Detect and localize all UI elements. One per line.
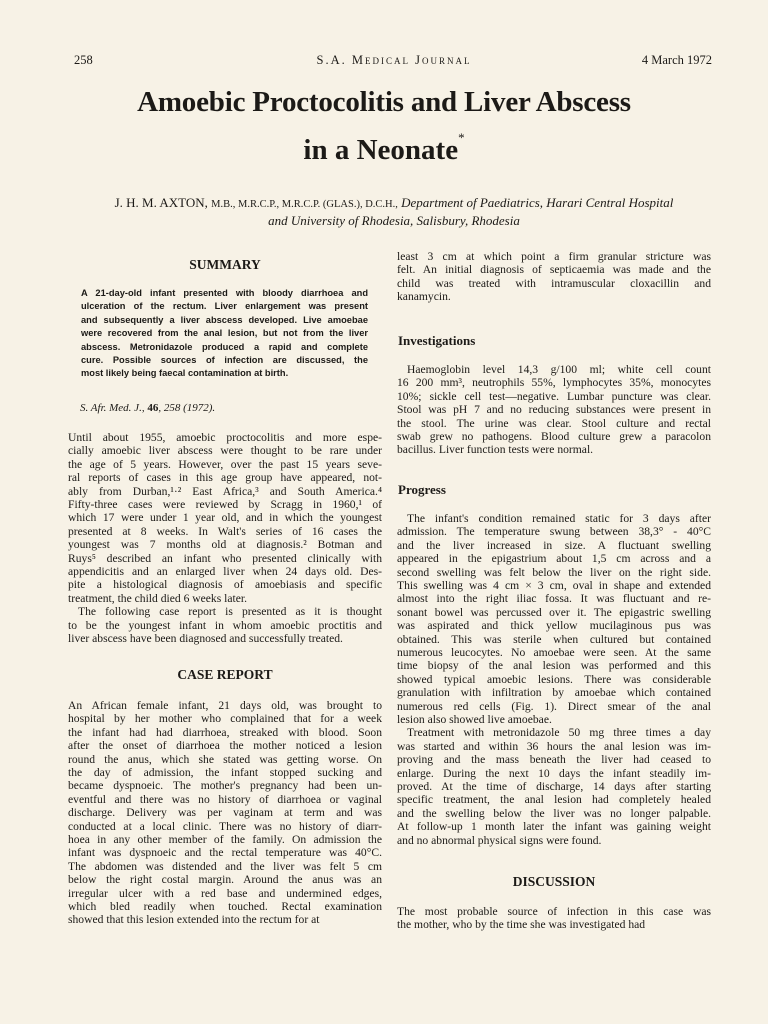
summary-line: ulceration of the rectum. Liver enlargement was present	[81, 301, 368, 312]
summary-heading: SUMMARY	[189, 257, 261, 272]
progress-line: At follow-up 1 month later the infant was gaining weight	[397, 820, 711, 834]
intro-line: to be the youngest infant in whom amoebic proctitis and	[68, 618, 382, 632]
discussion-line: The most probable source of infection in this case was	[397, 905, 711, 918]
case-report-heading: CASE REPORT	[177, 667, 273, 682]
summary-line: and subsequently a liver abscess developed. Live amoebae	[81, 314, 368, 325]
case-report-line: below the right costal margin. Around the anus was an	[68, 873, 382, 887]
citation: S. Afr. Med. J., 46, 258 (1972).	[80, 402, 216, 414]
investigations-line: the stool. The urine was clear. Stool culture and rectal	[397, 416, 711, 430]
case-report-line: eventful and there was no history of diarrhoea or vaginal	[68, 792, 382, 806]
progress-line: and no abnormal physical signs were found.	[397, 833, 602, 847]
summary-line: A 21-day-old infant presented with bloody diarrhoea and	[81, 288, 368, 298]
summary-line: abscess. Metronidazole produced a rapid and complete	[81, 341, 368, 352]
progress-line: granulation with infiltration by amoebae which contained	[397, 686, 711, 700]
author-name: J. H. M. AXTON,	[114, 195, 208, 210]
case-report-line: became dyspnoeic. The mother's pregnancy had been un-	[68, 779, 382, 793]
case-report-line: showed that this lesion extended into the rectum for at	[68, 913, 320, 927]
author-affiliation-1: Department of Paediatrics, Harari Central Hospital	[401, 195, 674, 210]
case-report-line: after the onset of diarrhoea the mother noticed a lesion	[68, 739, 382, 753]
intro-line: Fifty-three cases were reviewed by Scragg in 1960,¹ of	[68, 498, 382, 511]
author-degrees: M.B., M.R.C.P., M.R.C.P. (GLAS.), D.C.H.,	[211, 199, 398, 210]
progress-line: showed typical amoebic lesions. There was considerable	[397, 672, 711, 686]
running-header	[74, 53, 714, 69]
case-report-cont-line: kanamycin.	[397, 290, 451, 304]
issue-date: 4 March 1972	[641, 53, 712, 67]
progress-line: lesion also showed live amoebae.	[397, 713, 552, 726]
case-report-cont-line: child was treated with intramuscular cloxacillin and	[397, 276, 711, 290]
case-report-line: conducted at a local clinic. There was no history of diarr-	[68, 819, 382, 833]
summary-line: most likely being faecal contamination at birth.	[81, 368, 289, 379]
progress-line: second swelling was felt below the liver on the right side.	[397, 565, 711, 579]
progress-line: The infant's condition remained static for 3 days after	[407, 512, 711, 525]
article-title-line-2	[0, 130, 768, 167]
progress-heading: Progress	[398, 482, 446, 497]
intro-line: presented at 8 weeks. In Walt's series of 16 cases the	[68, 524, 382, 538]
progress-line: proving and the mass beneath the liver had ceased to	[397, 753, 711, 767]
journal-name: S.A. Medical Journal	[316, 53, 472, 67]
progress-line: was started and within 36 hours the anal lesion was im-	[397, 739, 711, 753]
case-report-cont-line: felt. An initial diagnosis of septicaemia was made and the	[397, 263, 711, 277]
progress-line: was aspirated and thick yellow mucilaginous pus was	[397, 619, 711, 633]
summary-line: were recovered from the anal lesion, but not from the liver	[81, 328, 368, 339]
intro-line: treatment, the child died 6 weeks later.	[68, 591, 247, 605]
intro-line: Until about 1955, amoebic proctocolitis and more espe-	[68, 431, 382, 444]
investigations-line: swab grew no pathogens. Blood culture grew a paracolon	[397, 430, 711, 443]
progress-line: almost into the right iliac fossa. It was fluctuant and re-	[397, 592, 711, 606]
intro-line: appendicitis and an enlarged liver when 24 days old. Des-	[68, 565, 382, 578]
intro-line: ral reports of cases in this age group have appeared, not-	[68, 471, 382, 485]
case-report-line: irregular ulcer with a red base and undermined edges,	[68, 886, 382, 900]
intro-line: liver abscess have been diagnosed and successfully treated.	[68, 632, 343, 645]
author-affiliation-2: and University of Rhodesia, Salisbury, Rhodesia	[268, 213, 520, 228]
discussion-line: the mother, who by the time she was investigated had	[397, 918, 646, 932]
case-report-line: discharge. Delivery was per vaginam at term and was	[68, 806, 382, 820]
intro-line: youngest was 7 months old at diagnosis.² Botman and	[68, 538, 382, 552]
author-line-1	[74, 195, 714, 213]
title-line-2-text: in a Neonate	[303, 134, 459, 166]
title-footnote-mark: *	[458, 130, 465, 145]
author-block	[74, 195, 714, 229]
intro-line: the age of 5 years. However, over the past 15 years seve-	[68, 457, 382, 471]
intro-line: ably from Durban,¹·² East Africa,³ and South America.⁴	[68, 484, 382, 498]
progress-line: enlarge. During the next 10 days the infant steadily im-	[397, 766, 711, 780]
summary-line: cure. Possible sources of infection are discussed, the	[81, 355, 368, 365]
progress-line: time biopsy of the anal lesion was performed and this	[397, 659, 711, 673]
intro-line: which 17 were under 1 year old, and in which the youngest	[68, 511, 382, 525]
progress-line: numerous red cells (Fig. 1). Direct smear of the anal	[397, 699, 711, 713]
intro-line: pite a histological diagnosis of amoebiasis and specific	[68, 578, 382, 592]
case-report-line: The abdomen was distended and the liver was felt 5 cm	[68, 859, 382, 873]
case-report-line: hoea in any other member of the family. On admission the	[68, 833, 382, 846]
progress-line: proved. At the time of discharge, 14 days after starting	[397, 780, 711, 793]
article-title-line-1: Amoebic Proctocolitis and Liver Abscess	[137, 86, 631, 118]
progress-line: obtained. This was sterile when cultured but contained	[397, 632, 711, 646]
case-report-line: the day of admission, the infant stopped sucking and	[68, 766, 382, 779]
investigations-line: 16 200 mm³, neutrophils 55%, lymphocytes 35%, monocytes	[397, 376, 711, 390]
case-report-line: hospital by her mother who complained that for a week	[68, 712, 382, 726]
progress-line: and the swelling below the liver was no longer palpable.	[397, 806, 711, 820]
progress-line: specific treatment, the anal lesion had completely healed	[397, 793, 711, 807]
case-report-line: the infant had had diarrhoea, streaked with blood. Soon	[68, 725, 382, 739]
investigations-line: 10%; sickle cell test—negative. Lumbar puncture was clear.	[397, 389, 711, 403]
case-report-line: which bled readily when touched. Rectal examination	[68, 900, 382, 913]
case-report-line: round the anus, which she stated was getting worse. On	[68, 752, 382, 766]
progress-line: This swelling was 4 cm × 3 cm, oval in shape and extended	[397, 579, 711, 592]
case-report-line: infant was dyspnoeic and the rectal temperature was 40°C.	[68, 846, 382, 860]
investigations-line: bacillus. Liver function tests were normal.	[397, 443, 594, 457]
intro-line: The following case report is presented as it is thought	[78, 605, 382, 619]
intro-line: Ruys⁵ described an infant who presented clinically with	[68, 551, 382, 565]
progress-line: and the liver increased in size. A fluctuant swelling	[397, 538, 711, 552]
page-number: 258	[74, 53, 93, 67]
progress-line: numerous leucocytes. No amoebae were seen. At the same	[397, 646, 711, 659]
discussion-heading: DISCUSSION	[512, 874, 596, 889]
author-line-2	[74, 213, 714, 229]
investigations-line: Stool was pH 7 and no reducing substances were present in	[397, 403, 711, 417]
progress-line: admission. The temperature swung between 38,3° - 40°C	[397, 525, 711, 539]
progress-line: Treatment with metronidazole 50 mg three times a day	[407, 726, 711, 740]
progress-line: appeared in the epigastrium about 1,5 cm across and a	[397, 552, 711, 566]
investigations-line: Haemoglobin level 14,3 g/100 ml; white cell count	[407, 363, 711, 376]
progress-line: sonant bowel was percussed over it. The epigastric swelling	[397, 605, 711, 619]
case-report-line: An African female infant, 21 days old, was brought to	[68, 699, 382, 712]
intro-line: cially amoebic liver abscess were thought to be rare under	[68, 444, 382, 458]
case-report-cont-line: least 3 cm at which point a firm granular stricture was	[397, 250, 711, 263]
citation-volume: 46	[147, 402, 159, 414]
investigations-heading: Investigations	[398, 333, 476, 348]
